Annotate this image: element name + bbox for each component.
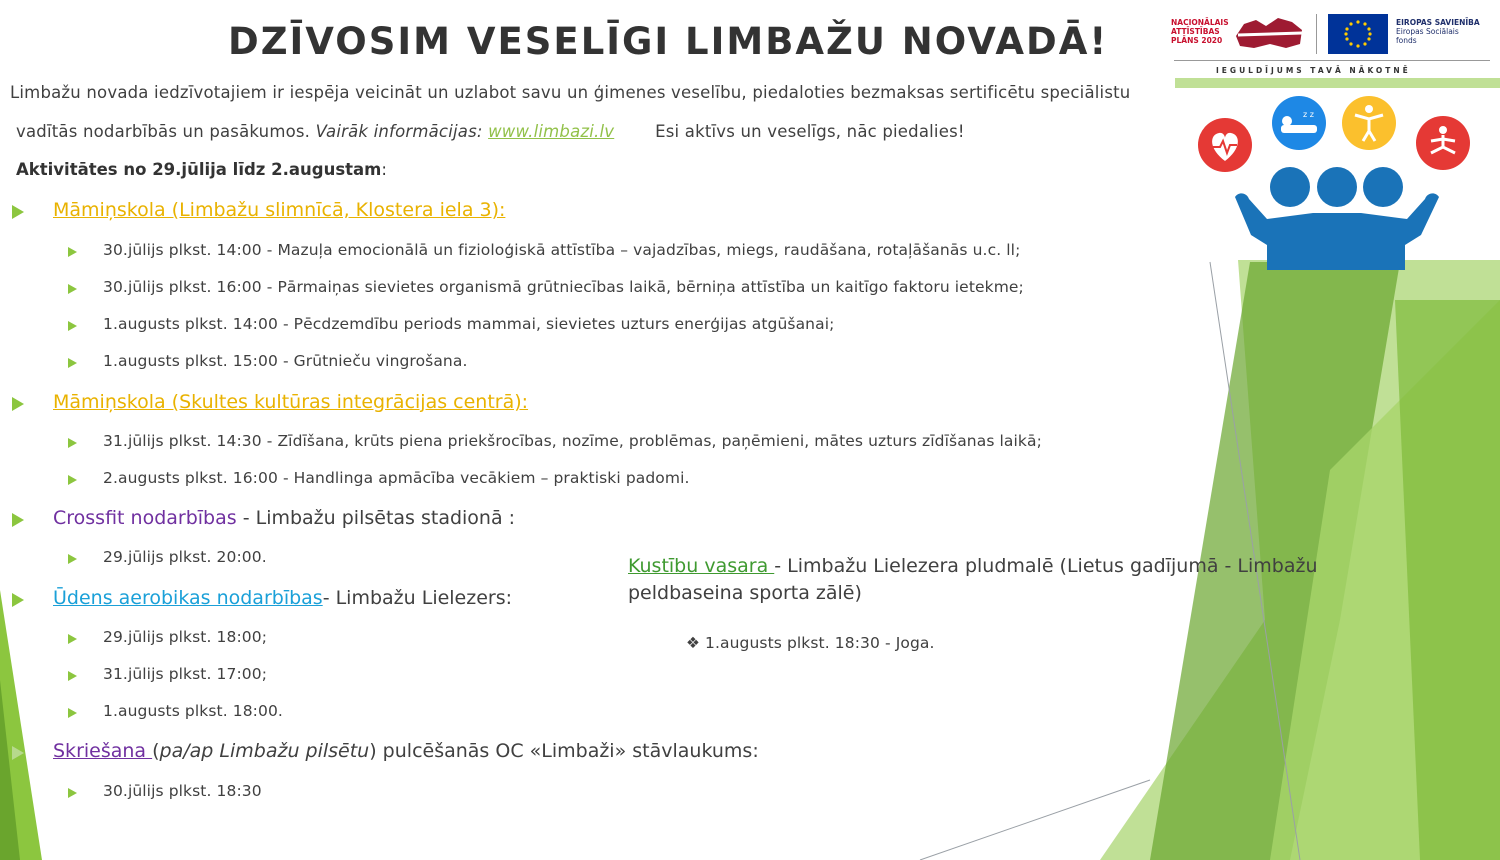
diamond-bullet-icon: ❖ (686, 634, 700, 652)
people-group-icon (1235, 167, 1439, 270)
list-item: 30.jūlijs plkst. 16:00 - Pārmaiņas sievietes organismā grūtniecības laikā, bērniņa attīstība un kaitīgo faktoru ietekme; (103, 278, 1024, 296)
list-item: ❖ 1.augusts plkst. 18:30 - Joga. (686, 634, 935, 652)
bullet-arrow-icon (12, 746, 24, 760)
page-title: DZĪVOSIM VESELĪGI LIMBAŽU NOVADĀ! (228, 20, 1109, 63)
section-kustibu-vasara: Kustību vasara - Limbažu Lielezera pludmalē (Lietus gadījumā - Limbažu (628, 555, 1318, 577)
list-item: 2.augusts plkst. 16:00 - Handlinga apmācība vecākiem – praktiski padomi. (103, 469, 690, 487)
website-link[interactable]: www.limbazi.lv (488, 122, 615, 141)
bullet-arrow-icon (68, 321, 77, 331)
more-info-label: Vairāk informācijas: (315, 122, 483, 141)
section-kustibu-vasara-line2: peldbaseina sporta zālē) (628, 582, 862, 604)
sleep-icon (1272, 96, 1326, 150)
nap-logo-text: NACIONĀLAIS ATTĪSTĪBAS PLĀNS 2020 (1171, 18, 1229, 45)
list-item: 1.augusts plkst. 15:00 - Grūtnieču vingrošana. (103, 352, 468, 370)
heart-icon (1198, 118, 1252, 172)
latvia-map-icon (1234, 14, 1306, 52)
bullet-arrow-icon (68, 634, 77, 644)
intro-line-2 (16, 122, 965, 141)
bullet-arrow-icon (68, 284, 77, 294)
bullet-arrow-icon (68, 708, 77, 718)
intro-line-1: Limbažu novada iedzīvotajiem ir iespēja veicināt un uzlabot savu un ģimenes veselību, piedaloties bezmaksas sertificētu speciālistu (10, 83, 1131, 102)
bullet-arrow-icon (12, 593, 24, 607)
svg-text:z z: z z (1303, 110, 1314, 119)
list-item: 1.augusts plkst. 14:00 - Pēcdzemdību periods mammai, sievietes uzturs enerģijas atgūšanai; (103, 315, 835, 333)
eu-logo-text: EIROPAS SAVIENĪBA Eiropas Sociālais fonds (1396, 18, 1480, 45)
bullet-arrow-icon (68, 788, 77, 798)
list-item: 31.jūlijs plkst. 14:30 - Zīdīšana, krūts piena priekšrocības, nozīme, problēmas, paņēmieni, mātes uzturs zīdīšanas laikā; (103, 432, 1042, 450)
bullet-arrow-icon (68, 671, 77, 681)
list-item: 1.augusts plkst. 18:00. (103, 702, 283, 720)
section-maminskola-slimnica: Māmiņskola (Limbažu slimnīcā, Klostera iela 3): (53, 199, 506, 221)
slogan: Esi aktīvs un veselīgs, nāc piedalies! (655, 122, 965, 141)
bullet-arrow-icon (68, 554, 77, 564)
health-activities-illustration (1195, 95, 1480, 270)
list-item: 31.jūlijs plkst. 17:00; (103, 665, 268, 683)
section-maminskola-skulte: Māmiņskola (Skultes kultūras integrācijas centrā): (53, 391, 529, 413)
logo-divider (1316, 14, 1317, 54)
section-skriesana: Skriešana (pa/ap Limbažu pilsētu) pulcēšanās OC «Limbaži» stāvlaukums: (53, 740, 759, 762)
bullet-arrow-icon (68, 358, 77, 368)
section-crossfit: Crossfit nodarbības - Limbažu pilsētas stadionā : (53, 507, 516, 529)
bullet-arrow-icon (68, 247, 77, 257)
bullet-arrow-icon (68, 475, 77, 485)
fitness-person-icon (1342, 96, 1396, 150)
logo-underline (1174, 60, 1490, 61)
bullet-arrow-icon (68, 438, 77, 448)
eu-flag-icon (1328, 14, 1388, 54)
bullet-arrow-icon (12, 205, 24, 219)
bullet-arrow-icon (12, 513, 24, 527)
list-item: 30.jūlijs plkst. 18:30 (103, 782, 262, 800)
section-aerobika: Ūdens aerobikas nodarbības- Limbažu Lielezers: (53, 587, 513, 609)
list-item: 30.jūlijs plkst. 14:00 - Mazuļa emocionālā un fizioloģiskā attīstība – vajadzības, miegs, raudāšana, rotaļāšanās u.c. ll; (103, 241, 1021, 259)
tagline: IEGULDĪJUMS TAVĀ NĀKOTNĒ (1216, 66, 1411, 75)
intro-text: vadītās nodarbībās un pasākumos. (16, 122, 311, 141)
yoga-icon (1416, 116, 1470, 170)
list-item: 29.jūlijs plkst. 20:00. (103, 548, 267, 566)
bullet-arrow-icon (12, 397, 24, 411)
funding-logos (1168, 10, 1494, 78)
period-heading: Aktivitātes no 29.jūlija līdz 2.augustam: (16, 160, 387, 179)
list-item: 29.jūlijs plkst. 18:00; (103, 628, 268, 646)
